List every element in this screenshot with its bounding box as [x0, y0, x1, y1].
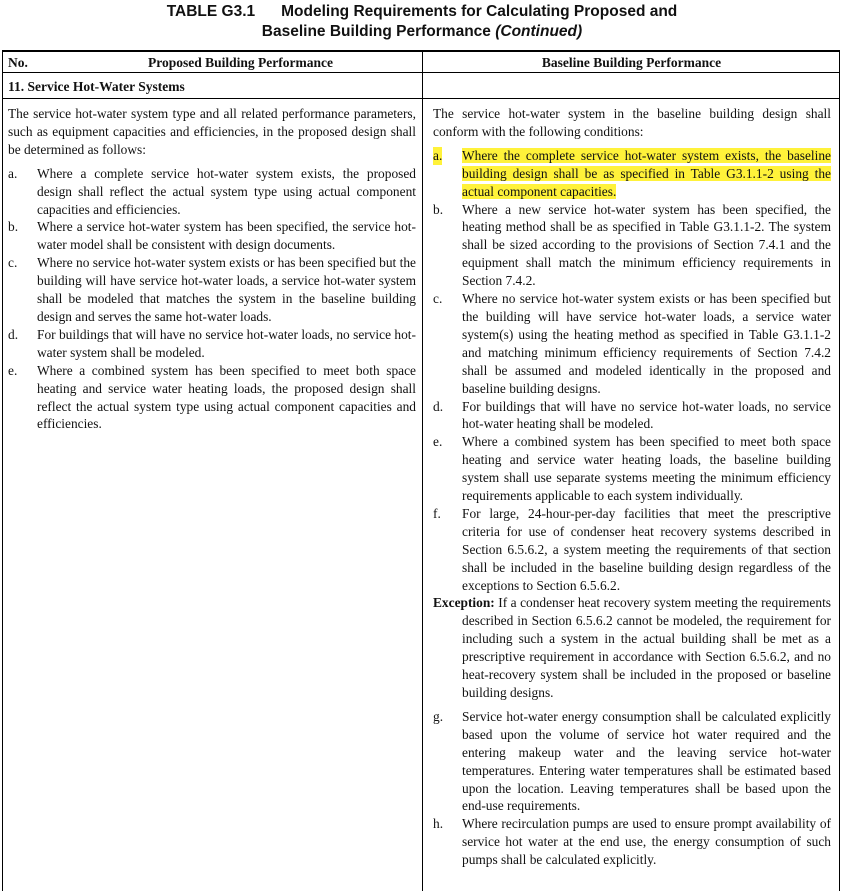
baseline-item-c: c. Where no service hot-water system exists or has been specified but the building will have service hot-water loads, a service water system(s) using the heating method as specified in Table G3.1.1-2 and matching minimum efficiency requirements of Section 7.4.2 shall be assumed and modeled identically in the proposed and baseline building designs. [433, 291, 831, 396]
proposed-item-e: e. Where a combined system has been specified to meet both space heating and service water heating loads, the proposed design shall reflect the actual system type using actual component capacities and efficiencies. [8, 362, 416, 432]
section-rule [2, 98, 840, 99]
exception-label: Exception: [433, 595, 495, 611]
title-continued: (Continued) [495, 23, 583, 40]
baseline-column [433, 105, 831, 869]
column-divider [422, 50, 423, 891]
header-rule [2, 72, 840, 73]
exception-note [433, 594, 831, 701]
baseline-item-b: b. Where a new service hot-water system has been specified, the heating method shall be as specified in Table G3.1.1-2. The system shall be sized according to the provisions of Section 7.4.1 and the equipment shall match the minimum efficiency requirements in Section 7.4.2. [433, 201, 831, 289]
header-baseline: Baseline Building Performance [541, 55, 722, 70]
proposed-item-b: b. Where a service hot-water system has been specified, the service hot-water model shall be consistent with design documents. [8, 219, 416, 253]
proposed-item-a: a. Where a complete service hot-water system exists, the proposed design shall reflect the actual system type using actual component capacities and efficiencies. [8, 165, 416, 217]
header-no: No. [8, 55, 28, 70]
title-line2: Baseline Building Performance [261, 23, 491, 40]
proposed-item-c: c. Where no service hot-water system exists or has been specified but the building will have service hot-water loads, a service hot-water system shall be modeled that matches the system in the baseline building design and serves the same hot-water loads. [8, 255, 416, 324]
title-line1: Modeling Requirements for Calculating Proposed and [281, 3, 678, 20]
table-label: TABLE G3.1 [166, 3, 256, 20]
baseline-intro: The service hot-water system in the baseline building design shall conform with the following conditions: [433, 106, 831, 139]
proposed-intro: The service hot-water system type and all related performance parameters, such as equipment capacities and efficiencies, in the proposed design shall be determined as follows: [8, 106, 416, 157]
proposed-column [8, 105, 416, 433]
baseline-item-f: f. For large, 24-hour-per-day facilities that meet the prescriptive criteria for use of condenser heat recovery systems described in Section 6.5.6.2, a system meeting the requirements of that section shall be included in the baseline building design regardless of the exceptions to Section 6.5.6.2. [433, 505, 831, 593]
baseline-item-g: g. Service hot-water energy consumption shall be calculated explicitly based upon the volume of service hot water required and the entering makeup water and the leaving service hot-water temperatures. Entering water temperatures shall be estimated based upon the location. Leaving temperatures shall be based upon the end-use requirements. [433, 708, 831, 814]
baseline-item-h: h. Where recirculation pumps are used to ensure prompt availability of service hot water at the end use, the energy consumption of such pumps shall be calculated explicitly. [433, 816, 831, 868]
exception-text: If a condenser heat recovery system meeting the requirements described in Section 6.5.6.2 cannot be modeled, the requirement for including such a system in the actual building shall be met as a prescriptive requirement in accordance with Section 6.5.6.2, and no heat-recovery system shall be included in the proposed or baseline building designs. [462, 595, 832, 700]
header-proposed: Proposed Building Performance [148, 55, 333, 70]
table-title [0, 2, 844, 42]
baseline-item-d: d. For buildings that will have no service hot-water loads, no service hot-water heating shall be modeled. [433, 398, 831, 432]
section-title: 11. Service Hot-Water Systems [8, 79, 185, 94]
baseline-item-e: e. Where a combined system has been specified to meet both space heating and service water heating loads, the baseline building system shall use separate systems meeting the minimum efficiency requirements applicable to each system individually. [433, 434, 831, 504]
highlighted-text: Where the complete service hot-water system exists, the baseline building design shall be as specified in Table G3.1.1-2 using the actual component capacities. [462, 147, 831, 199]
proposed-item-d: d. For buildings that will have no service hot-water loads, no service hot-water system shall be modeled. [8, 326, 416, 360]
baseline-item-a: a. Where the complete service hot-water system exists, the baseline building design shall be as specified in Table G3.1.1-2 using the actual component capacities. [433, 147, 831, 199]
